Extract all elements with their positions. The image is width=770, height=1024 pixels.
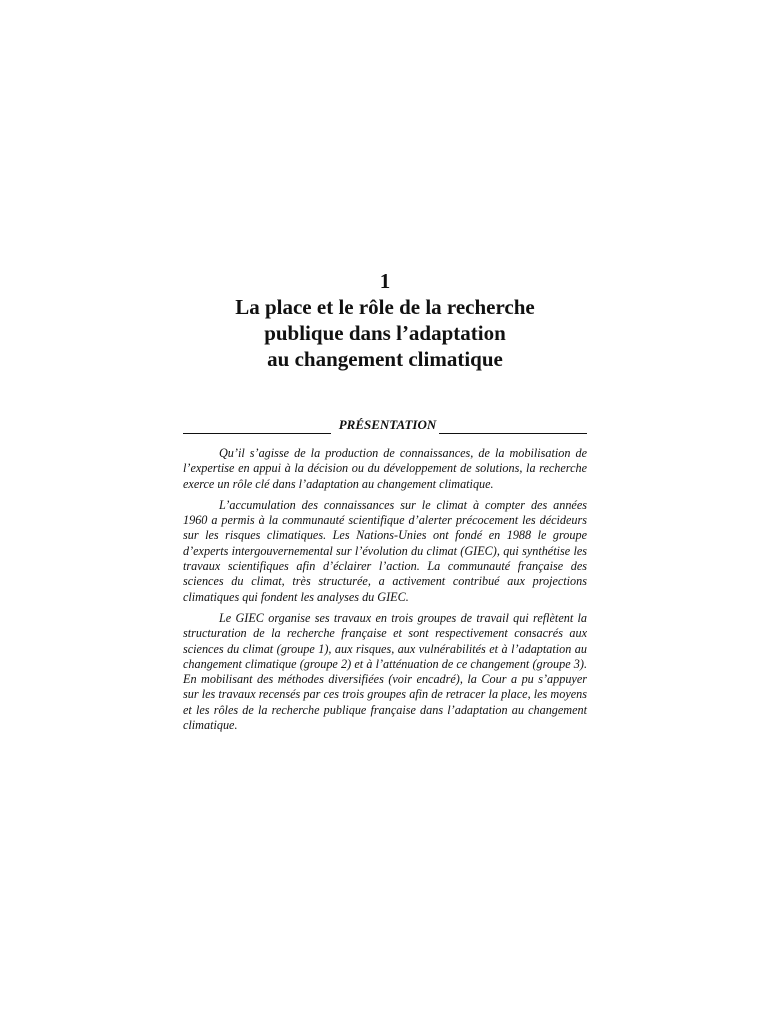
section-label: PRÉSENTATION (338, 417, 437, 432)
chapter-heading (0, 268, 770, 372)
paragraph-2: L’accumulation des connaissances sur le climat à compter des années 1960 a permis à la communauté scientifique d’alerter précocement les décideurs sur les risques climatiques. Les Nations-Unies ont fondé en 1988 le groupe d’experts intergouvernemental sur l’évolution du climat (GIEC), qui synthétise les travaux scientifiques afin d’éclairer l’action. La communauté française des sciences du climat, très structurée, a activement contribué aux projections climatiques qui fondent les analyses du GIEC. (183, 497, 587, 604)
chapter-title-line-1: La place et le rôle de la recherche (235, 295, 535, 319)
paragraph-1: Qu’il s’agisse de la production de connaissances, de la mobilisation de l’expertise en appui à la décision ou du développement de solutions, la recherche exerce un rôle clé dans l’adaptation au changement climatique. (183, 446, 587, 491)
chapter-number: 1 (379, 269, 391, 293)
presentation-body (183, 446, 587, 739)
chapter-title-line-2: publique dans l’adaptation (264, 321, 506, 345)
paragraph-3: Le GIEC organise ses travaux en trois groupes de travail qui reflètent la structuration de la recherche française et sont respectivement consacrés aux sciences du climat (groupe 1), aux risques, aux vulnérabilités et à l’adaptation au changement climatique (groupe 2) et à l’atténuation de ce changement (groupe 3). En mobilisant des méthodes diversifiées (voir encadré), la Cour a pu s’appuyer sur les travaux recensés par ces trois groupes afin de retracer la place, les moyens et les rôles de la recherche publique française dans l’adaptation au changement climatique. (183, 610, 587, 733)
chapter-title-line-3: au changement climatique (267, 347, 503, 371)
rule-line-right (439, 420, 587, 434)
section-heading (183, 416, 587, 434)
rule-line-left (183, 420, 331, 434)
